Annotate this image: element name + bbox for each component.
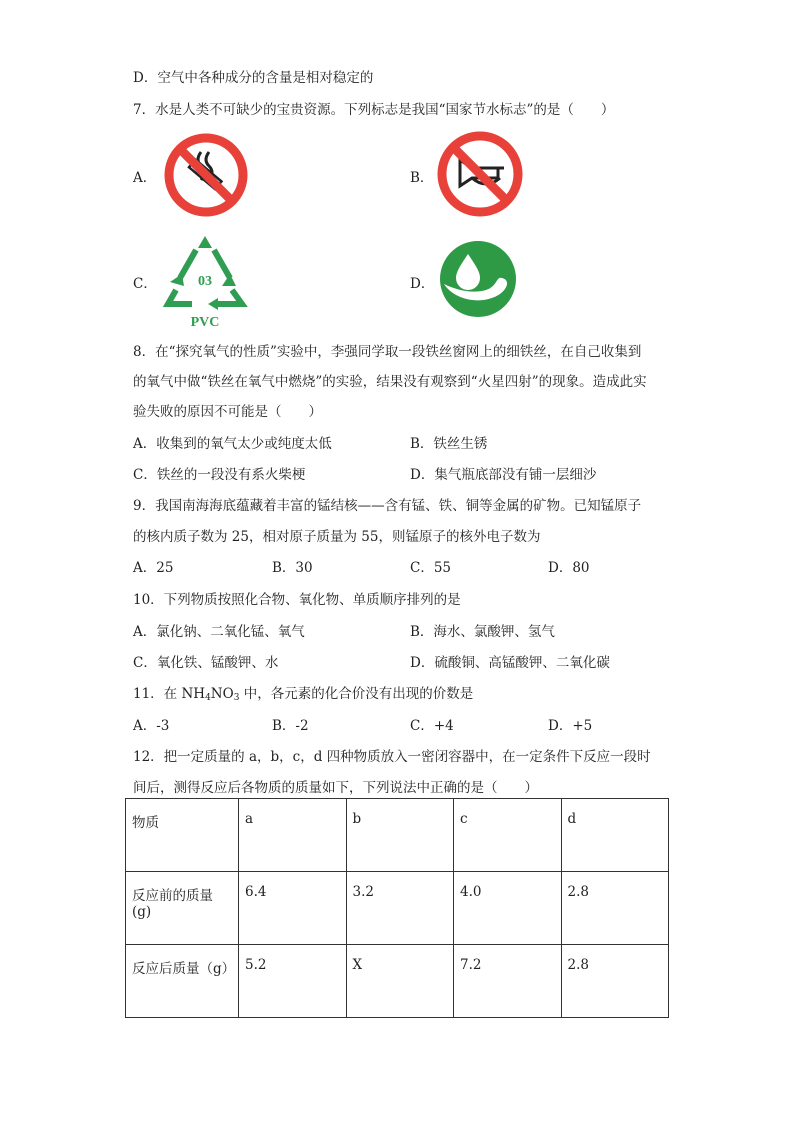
- q10-option-b: B．海水、氯酸钾、氢气: [410, 624, 555, 640]
- q8-stem-line-1: 8．在“探究氧气的性质”实验中，李强同学取一段铁丝窗网上的细铁丝，在自己收集到: [133, 344, 642, 360]
- q8-stem-line-3: 验失败的原因不可能是（ ）: [133, 404, 322, 420]
- q9-option-b: B．30: [272, 560, 313, 576]
- q9-stem-line-2: 的核内质子数为 25，相对原子质量为 55，则锰原子的核外电子数为: [133, 529, 541, 545]
- table-cell: c: [454, 799, 562, 872]
- table-cell: 5.2: [239, 945, 347, 1018]
- q7-label-a: A．: [133, 170, 157, 186]
- q9-option-d: D．80: [548, 560, 590, 576]
- q10-stem: 10．下列物质按照化合物、氧化物、单质顺序排列的是: [133, 592, 461, 608]
- table-cell: 反应前的质量(g): [126, 872, 239, 945]
- q12-stem-line-1: 12．把一定质量的 a，b，c，d 四种物质放入一密闭容器中，在一定条件下反应一段时: [133, 749, 651, 765]
- q7-label-d: D．: [410, 276, 435, 292]
- q9-option-c: C．55: [410, 560, 452, 576]
- q8-option-c: C．铁丝的一段没有系火柴梗: [133, 467, 306, 483]
- q7-stem: 7．水是人类不可缺少的宝贵资源。下列标志是我国“国家节水标志”的是（ ）: [133, 102, 615, 118]
- q11-option-c: C．+4: [410, 718, 454, 734]
- q11-stem: [133, 682, 473, 703]
- table-cell: 7.2: [454, 945, 562, 1018]
- table-cell: X: [346, 945, 454, 1018]
- pvc-text: PVC: [190, 315, 220, 330]
- table-cell: d: [561, 799, 669, 872]
- q8-option-a: A．收集到的氧气太少或纯度太低: [133, 436, 332, 452]
- table-cell: b: [346, 799, 454, 872]
- pvc-number: 03: [198, 274, 212, 289]
- table-cell: 2.8: [561, 945, 669, 1018]
- q8-stem-line-2: 的氧气中做“铁丝在氧气中燃烧”的实验，结果没有观察到“火星四射”的现象。造成此实: [133, 374, 647, 390]
- q12-mass-table: [125, 798, 669, 1018]
- water-saving-icon: [438, 240, 518, 318]
- table-cell: 6.4: [239, 872, 347, 945]
- table-cell: 物质: [126, 799, 239, 872]
- no-horn-icon: [436, 130, 524, 218]
- q8-option-b: B．铁丝生锈: [410, 436, 488, 452]
- table-row: [126, 872, 669, 945]
- table-row: [126, 799, 669, 872]
- table-row: [126, 945, 669, 1018]
- q11-stem-post: 中，各元素的化合价没有出现的价数是: [239, 686, 474, 702]
- pvc-recycle-icon: [160, 230, 250, 330]
- q12-stem-line-2: 间后，测得反应后各物质的质量如下，下列说法中正确的是（ ）: [133, 780, 538, 796]
- q11-stem-pre: 11．在 NH: [133, 686, 206, 702]
- table-cell: 2.8: [561, 872, 669, 945]
- q10-option-a: A．氯化钠、二氧化锰、氧气: [133, 624, 305, 640]
- q7-label-c: C．: [133, 276, 157, 292]
- q11-option-b: B．-2: [272, 718, 309, 734]
- q11-option-a: A．-3: [133, 718, 170, 734]
- q9-option-a: A．25: [133, 560, 174, 576]
- q6-option-d: D．空气中各种成分的含量是相对稳定的: [133, 70, 374, 86]
- no-smoking-icon: [163, 132, 249, 218]
- table-cell: a: [239, 799, 347, 872]
- table-cell: 反应后质量（g）: [126, 945, 239, 1018]
- q11-sub-2: 3: [233, 693, 240, 703]
- q11-option-d: D．+5: [548, 718, 593, 734]
- table-cell: 3.2: [346, 872, 454, 945]
- q9-stem-line-1: 9．我国南海海底蕴藏着丰富的锰结核——含有锰、铁、铜等金属的矿物。已知锰原子: [133, 498, 642, 514]
- q10-option-d: D．硫酸铜、高锰酸钾、二氧化碳: [410, 655, 610, 671]
- q8-option-d: D．集气瓶底部没有铺一层细沙: [410, 467, 597, 483]
- q11-sub-1: 4: [205, 693, 211, 703]
- table-cell: 4.0: [454, 872, 562, 945]
- q7-label-b: B．: [410, 170, 434, 186]
- q10-option-c: C．氧化铁、锰酸钾、水: [133, 655, 279, 671]
- q11-stem-mid: NO: [210, 686, 234, 702]
